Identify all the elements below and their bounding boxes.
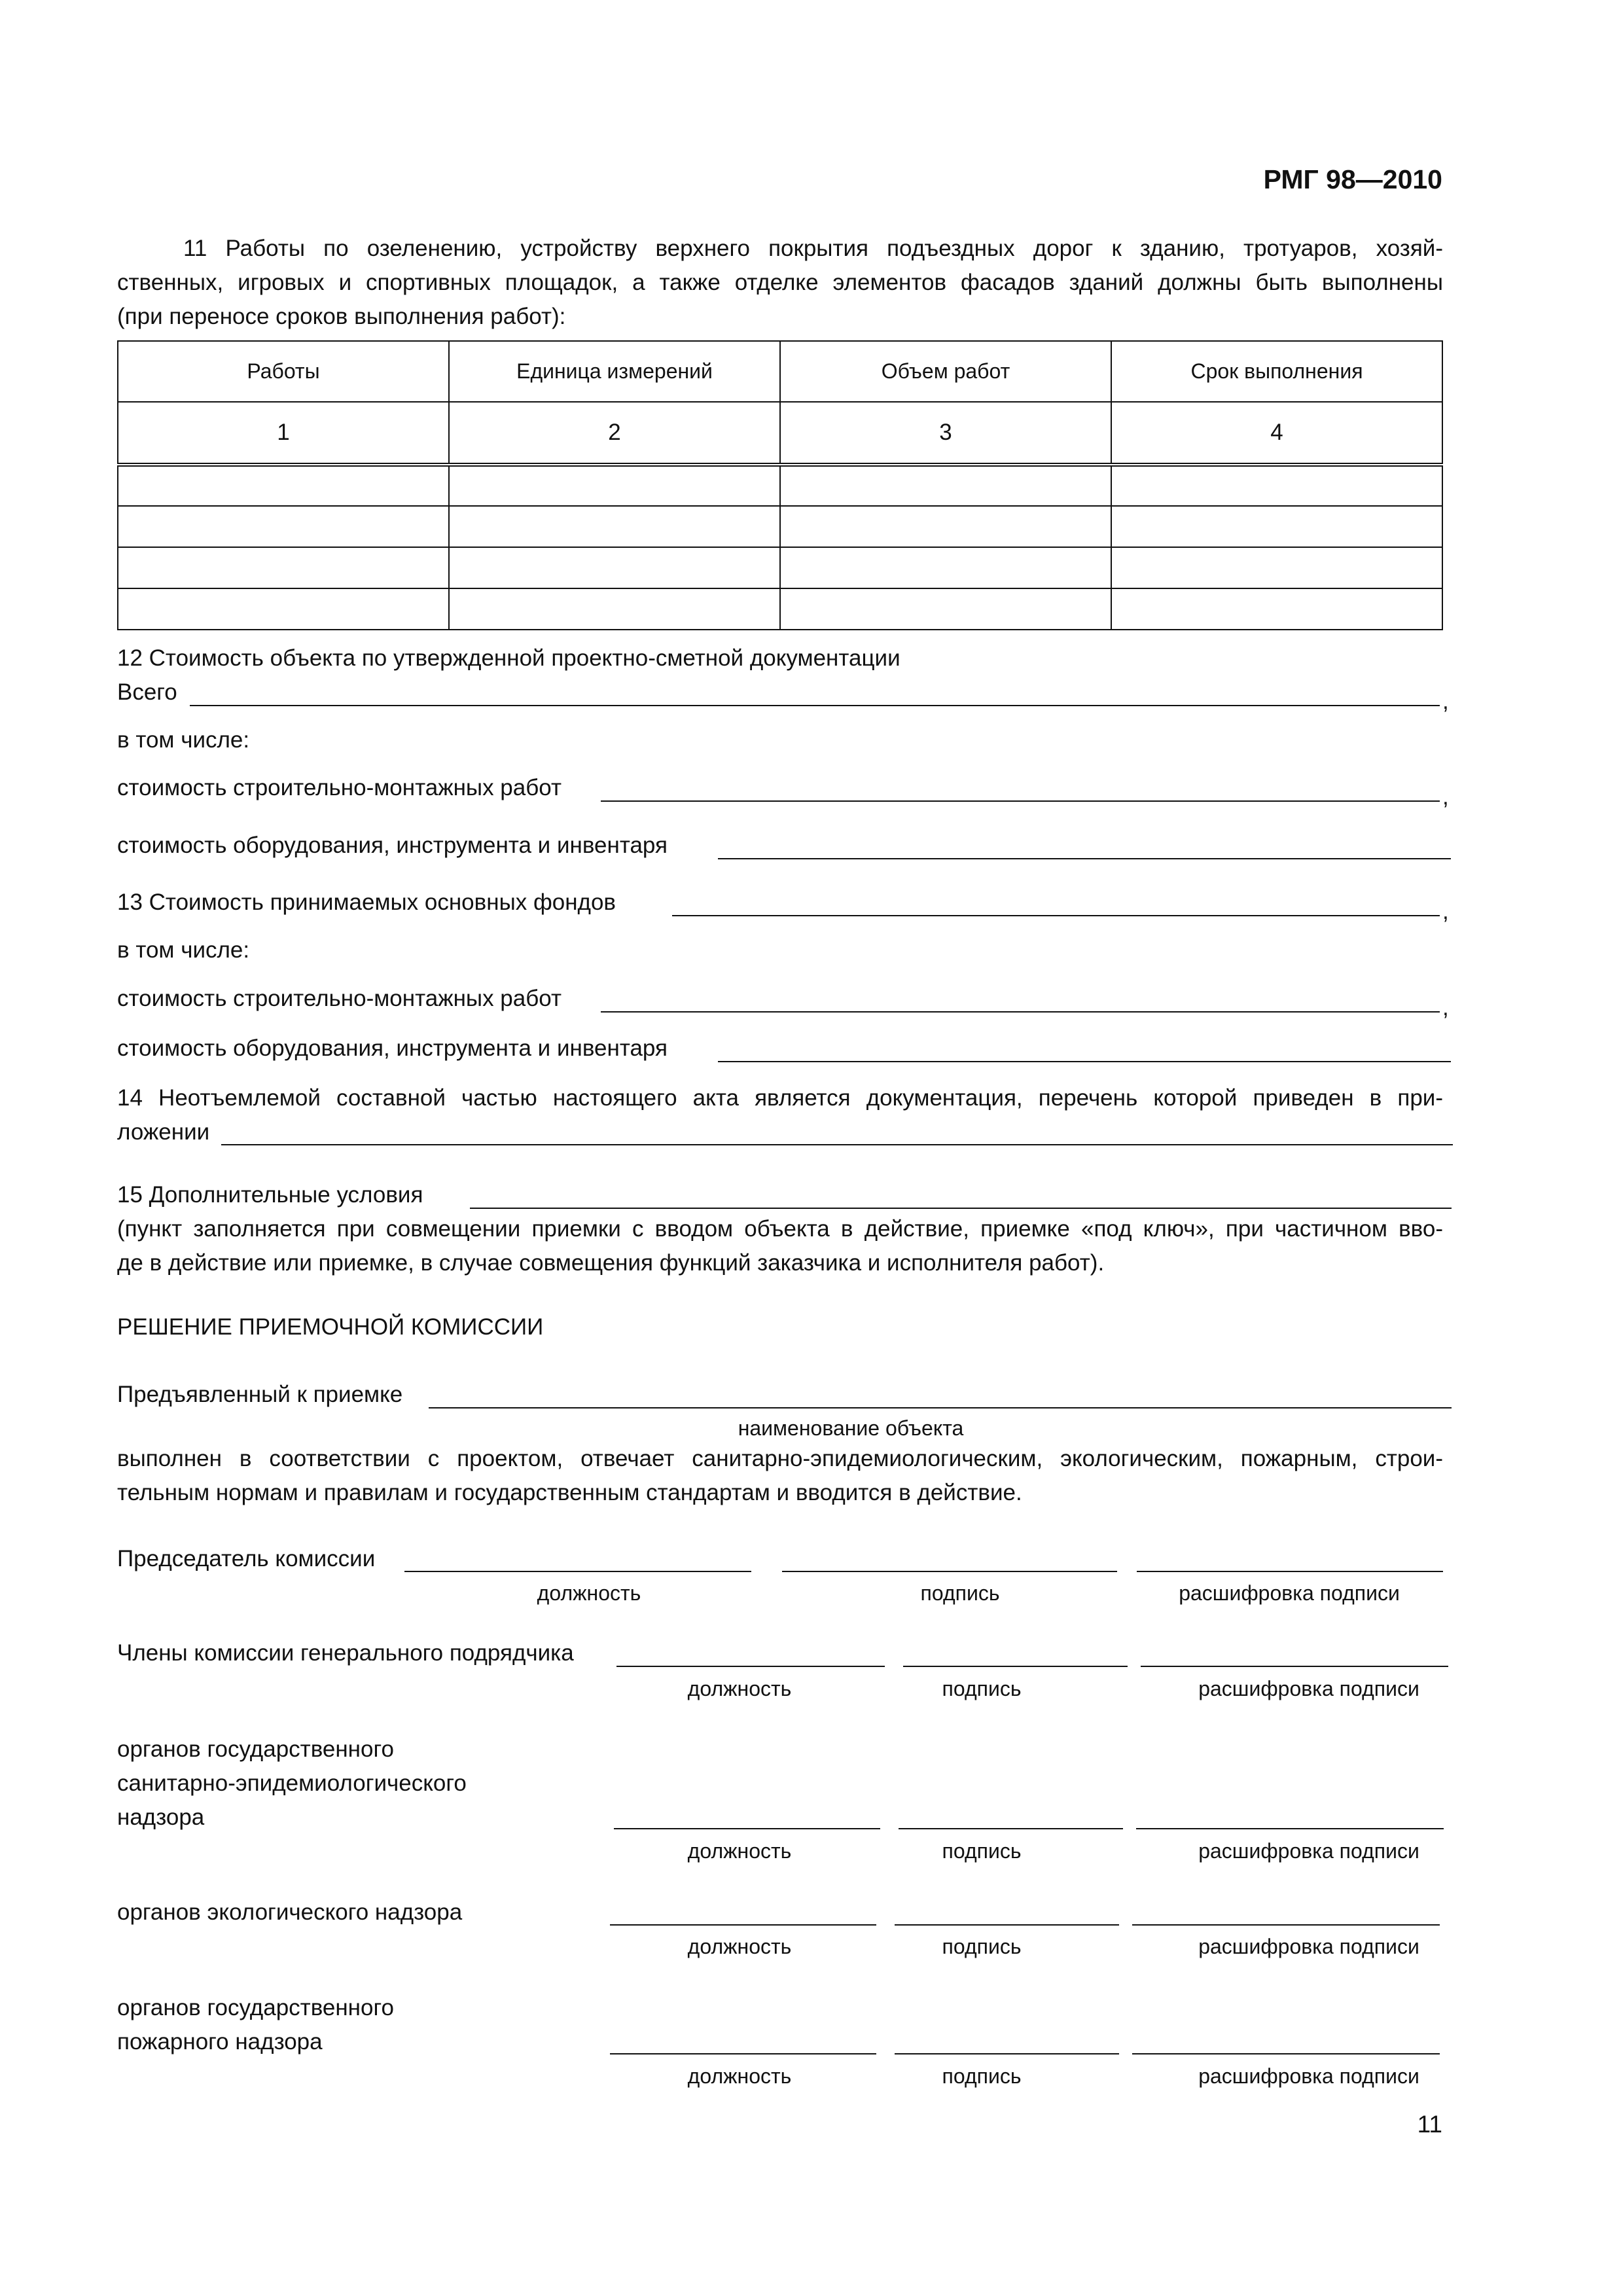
- members-signature-field[interactable]: [903, 1666, 1128, 1667]
- comma: ,: [1442, 784, 1449, 810]
- item-14-appendix-field[interactable]: [221, 1144, 1453, 1145]
- item-15-title: 15 Дополнительные условия: [117, 1182, 423, 1208]
- item-12-title: 12 Стоимость объекта по утвержденной проектно-сметной документации: [117, 645, 901, 671]
- table-row: [118, 506, 1442, 547]
- item-12-construction-field[interactable]: [601, 800, 1440, 802]
- column-number: 1: [118, 402, 449, 465]
- column-number: 2: [449, 402, 780, 465]
- item-11-line-1: 11 Работы по озеленению, устройству верхнего покрытия подъездных дорог к зданию, тротуаров, хозяй-: [183, 236, 1443, 261]
- header-unit: Единица измерений: [449, 341, 780, 402]
- chairman-signature-field[interactable]: [782, 1571, 1117, 1572]
- chairman-decoding-field[interactable]: [1137, 1571, 1443, 1572]
- header-volume: Объем работ: [780, 341, 1111, 402]
- caption-position: должность: [687, 1839, 792, 1863]
- table-number-row: [118, 402, 1442, 465]
- caption-position: должность: [687, 1935, 792, 1958]
- table-cell[interactable]: [449, 547, 780, 588]
- table-cell[interactable]: [449, 588, 780, 630]
- table-cell[interactable]: [1111, 547, 1442, 588]
- ecology-label: органов экологического надзора: [117, 1899, 463, 1925]
- table-cell[interactable]: [449, 506, 780, 547]
- table-cell[interactable]: [118, 506, 449, 547]
- fire-decoding-field[interactable]: [1132, 2053, 1440, 2054]
- table-cell[interactable]: [780, 465, 1111, 506]
- decision-heading: РЕШЕНИЕ ПРИЕМОЧНОЙ КОМИССИИ: [117, 1314, 544, 1340]
- column-number: 3: [780, 402, 1111, 465]
- column-number: 4: [1111, 402, 1442, 465]
- table-row: [118, 547, 1442, 588]
- caption-position: должность: [687, 2064, 792, 2088]
- caption-decoding: расшифровка подписи: [1198, 1839, 1419, 1863]
- item-14-line-1: 14 Неотъемлемой составной частью настоящего акта является документация, перечень которой приведен в при-: [117, 1085, 1443, 1111]
- caption-signature: подпись: [942, 2064, 1022, 2088]
- members-decoding-field[interactable]: [1141, 1666, 1448, 1667]
- item-12-including: в том числе:: [117, 727, 250, 753]
- item-13-fund-field[interactable]: [672, 915, 1440, 916]
- caption-decoding: расшифровка подписи: [1198, 1677, 1419, 1700]
- caption-signature: подпись: [920, 1581, 1000, 1605]
- sanitary-label-line-1: органов государственного: [117, 1736, 394, 1762]
- table-row: [118, 465, 1442, 506]
- item-13-construction-label: стоимость строительно-монтажных работ: [117, 986, 562, 1011]
- ecology-position-field[interactable]: [610, 1924, 876, 1926]
- sanitary-label-line-3: надзора: [117, 1804, 205, 1830]
- document-code: РМГ 98—2010: [1263, 164, 1442, 194]
- item-13-equipment-field[interactable]: [718, 1061, 1451, 1062]
- caption-position: должность: [537, 1581, 641, 1605]
- fire-label-line-2: пожарного надзора: [117, 2029, 323, 2054]
- table-cell[interactable]: [780, 547, 1111, 588]
- table-cell[interactable]: [780, 506, 1111, 547]
- members-position-field[interactable]: [616, 1666, 885, 1667]
- table-cell[interactable]: [1111, 465, 1442, 506]
- table-cell[interactable]: [780, 588, 1111, 630]
- item-12-total-label: Всего: [117, 679, 177, 705]
- caption-signature: подпись: [942, 1677, 1022, 1700]
- item-11-line-3: (при переносе сроков выполнения работ):: [117, 304, 566, 329]
- item-11-line-2: ственных, игровых и спортивных площадок, а также отделке элементов фасадов зданий должны быть выполнены: [117, 270, 1443, 295]
- table-row: [118, 588, 1442, 630]
- comma: ,: [1442, 995, 1449, 1020]
- table-cell[interactable]: [1111, 506, 1442, 547]
- caption-decoding: расшифровка подписи: [1198, 2064, 1419, 2088]
- item-12-total-field[interactable]: [190, 705, 1440, 706]
- caption-decoding: расшифровка подписи: [1198, 1935, 1419, 1958]
- members-label: Члены комиссии генерального подрядчика: [117, 1640, 574, 1666]
- item-13-title: 13 Стоимость принимаемых основных фондов: [117, 889, 616, 915]
- caption-position: должность: [687, 1677, 792, 1700]
- table-header-row: [118, 341, 1442, 402]
- object-name-field[interactable]: [429, 1407, 1452, 1408]
- caption-signature: подпись: [942, 1935, 1022, 1958]
- sanitary-decoding-field[interactable]: [1136, 1828, 1444, 1829]
- caption-signature: подпись: [942, 1839, 1022, 1863]
- fire-position-field[interactable]: [610, 2053, 876, 2054]
- item-15-conditions-field[interactable]: [470, 1208, 1452, 1209]
- object-name-caption: наименование объекта: [738, 1416, 964, 1440]
- presented-label: Предъявленный к приемке: [117, 1382, 403, 1407]
- table-cell[interactable]: [118, 547, 449, 588]
- page-number: 11: [1417, 2111, 1442, 2138]
- decision-line-1: выполнен в соответствии с проектом, отвечает санитарно-эпидемиологическим, экологическим, пожарным, строи-: [117, 1446, 1443, 1471]
- item-13-construction-field[interactable]: [601, 1011, 1440, 1013]
- chairman-label: Председатель комиссии: [117, 1546, 376, 1571]
- ecology-decoding-field[interactable]: [1132, 1924, 1440, 1926]
- item-15-note-line-2: де в действие или приемке, в случае совмещения функций заказчика и исполнителя работ).: [117, 1250, 1105, 1276]
- table-cell[interactable]: [118, 465, 449, 506]
- header-works: Работы: [118, 341, 449, 402]
- item-12-equipment-label: стоимость оборудования, инструмента и инвентаря: [117, 833, 668, 858]
- comma: ,: [1442, 689, 1449, 714]
- fire-label-line-1: органов государственного: [117, 1995, 394, 2020]
- header-deadline: Срок выполнения: [1111, 341, 1442, 402]
- sanitary-label-line-2: санитарно-эпидемиологического: [117, 1770, 467, 1796]
- item-13-including: в том числе:: [117, 937, 250, 963]
- table-cell[interactable]: [1111, 588, 1442, 630]
- comma: ,: [1442, 899, 1449, 924]
- works-table: [117, 340, 1443, 630]
- table-cell[interactable]: [449, 465, 780, 506]
- fire-signature-field[interactable]: [895, 2053, 1119, 2054]
- table-cell[interactable]: [118, 588, 449, 630]
- item-13-equipment-label: стоимость оборудования, инструмента и инвентаря: [117, 1035, 668, 1061]
- chairman-position-field[interactable]: [404, 1571, 751, 1572]
- sanitary-position-field[interactable]: [614, 1828, 880, 1829]
- ecology-signature-field[interactable]: [895, 1924, 1119, 1926]
- item-12-construction-label: стоимость строительно-монтажных работ: [117, 775, 562, 800]
- sanitary-signature-field[interactable]: [899, 1828, 1123, 1829]
- decision-line-2: тельным нормам и правилам и государственным стандартам и вводится в действие.: [117, 1480, 1022, 1505]
- item-14-line-2: ложении: [117, 1119, 210, 1145]
- item-12-equipment-field[interactable]: [718, 858, 1451, 859]
- item-15-note-line-1: (пункт заполняется при совмещении приемки с вводом объекта в действие, приемке «под ключ», при частичном вво-: [117, 1216, 1443, 1242]
- caption-decoding: расшифровка подписи: [1179, 1581, 1400, 1605]
